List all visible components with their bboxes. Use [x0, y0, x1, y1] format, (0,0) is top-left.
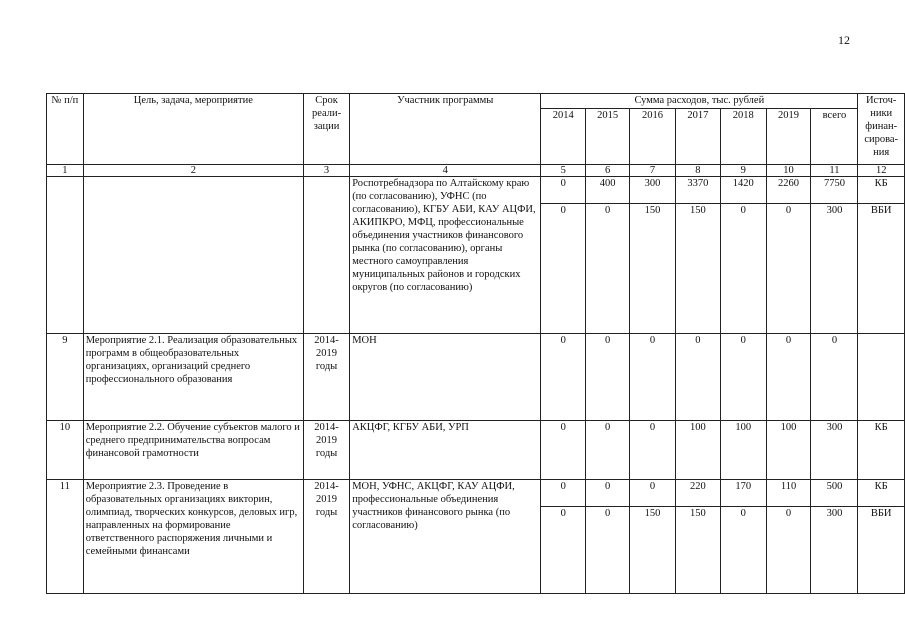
- row-number: [47, 177, 84, 334]
- expense-value: 0: [630, 334, 676, 421]
- row-term: 2014-2019 годы: [303, 334, 349, 421]
- expense-value: 150: [630, 204, 676, 334]
- expense-value: 0: [541, 177, 586, 204]
- expense-value: 0: [586, 480, 630, 507]
- funding-source: КБ: [858, 177, 905, 204]
- row-participant: МОН: [350, 334, 541, 421]
- table-row: [47, 421, 905, 480]
- expense-value: 0: [766, 334, 811, 421]
- column-number: 8: [675, 165, 720, 177]
- header-expenses: Сумма расходов, тыс. рублей: [541, 94, 858, 109]
- row-number: 10: [47, 421, 84, 480]
- funding-source: ВБИ: [858, 204, 905, 334]
- expense-value: 100: [675, 421, 720, 480]
- header-term: Срок реали-зации: [303, 94, 349, 165]
- funding-source: ВБИ: [858, 507, 905, 594]
- expense-value: 300: [811, 204, 858, 334]
- expense-value: 0: [541, 334, 586, 421]
- expense-value: 0: [720, 507, 766, 594]
- column-number: 2: [83, 165, 303, 177]
- row-goal: Мероприятие 2.1. Реализация образовательных программ в общеобразовательных организациях, организаций среднего профессионального образования: [83, 334, 303, 421]
- row-goal: Мероприятие 2.2. Обучение субъектов малого и среднего предпринимательства вопросам финансовой грамотности: [83, 421, 303, 480]
- expense-value: 0: [586, 421, 630, 480]
- expense-value: 0: [720, 204, 766, 334]
- expense-value: 2260: [766, 177, 811, 204]
- header-participant: Участник программы: [350, 94, 541, 165]
- expense-value: 0: [811, 334, 858, 421]
- column-number: 12: [858, 165, 905, 177]
- expense-value: 0: [586, 204, 630, 334]
- header-goal: Цель, задача, мероприятие: [83, 94, 303, 165]
- funding-source: КБ: [858, 480, 905, 507]
- expense-value: 0: [541, 204, 586, 334]
- expense-value: 100: [720, 421, 766, 480]
- column-number: 5: [541, 165, 586, 177]
- expense-value: 0: [630, 421, 676, 480]
- expense-value: 150: [630, 507, 676, 594]
- expense-value: 170: [720, 480, 766, 507]
- row-participant: АКЦФГ, КГБУ АБИ, УРП: [350, 421, 541, 480]
- expense-value: 0: [766, 204, 811, 334]
- expense-value: 0: [541, 480, 586, 507]
- row-goal: Мероприятие 2.3. Проведение в образовательных организациях викторин, олимпиад, творческих конкурсов, деловых игр, направленных на формирование ответственного распоряжения личными и семейными финансами: [83, 480, 303, 594]
- column-number: 1: [47, 165, 84, 177]
- expense-value: 0: [541, 421, 586, 480]
- column-number: 3: [303, 165, 349, 177]
- row-term: [303, 177, 349, 334]
- column-number: 7: [630, 165, 676, 177]
- expense-value: 300: [811, 507, 858, 594]
- column-numbers-row: [47, 165, 905, 177]
- column-number: 10: [766, 165, 811, 177]
- expense-value: 500: [811, 480, 858, 507]
- expense-value: 0: [630, 480, 676, 507]
- row-term: 2014-2019 годы: [303, 480, 349, 594]
- year-2017: 2017: [675, 109, 720, 165]
- year-2015: 2015: [586, 109, 630, 165]
- expense-value: 3370: [675, 177, 720, 204]
- row-number: 9: [47, 334, 84, 421]
- expense-value: 100: [766, 421, 811, 480]
- year-2018: 2018: [720, 109, 766, 165]
- expense-value: 400: [586, 177, 630, 204]
- column-number: 4: [350, 165, 541, 177]
- header-row: [47, 94, 905, 109]
- row-number: 11: [47, 480, 84, 594]
- column-number: 11: [811, 165, 858, 177]
- expense-value: 0: [586, 334, 630, 421]
- expense-value: 0: [720, 334, 766, 421]
- table-row: [47, 334, 905, 421]
- expense-value: 0: [586, 507, 630, 594]
- header-num: № п/п: [47, 94, 84, 165]
- expense-value: 1420: [720, 177, 766, 204]
- expense-value: 0: [541, 507, 586, 594]
- expense-value: 300: [811, 421, 858, 480]
- row-goal: [83, 177, 303, 334]
- funding-source: КБ: [858, 421, 905, 480]
- row-term: 2014-2019 годы: [303, 421, 349, 480]
- expense-value: 220: [675, 480, 720, 507]
- expense-value: 150: [675, 204, 720, 334]
- column-number: 6: [586, 165, 630, 177]
- row-participant: Роспотребнадзора по Алтайскому краю (по согласованию), УФНС (по согласованию), КГБУ АБИ, КАУ АЦФИ, АКИПКРО, МФЦ, профессиональные объединения участников финансового рынка (по согласованию), органы местного самоуправления муниципальных районов и городских округов (по согласованию): [350, 177, 541, 334]
- expense-value: 300: [630, 177, 676, 204]
- budget-table: [46, 93, 905, 594]
- year-total: всего: [811, 109, 858, 165]
- expense-value: 0: [675, 334, 720, 421]
- column-number: 9: [720, 165, 766, 177]
- header-source: Источ-ники финан-сирова-ния: [858, 94, 905, 165]
- expense-value: 7750: [811, 177, 858, 204]
- year-2016: 2016: [630, 109, 676, 165]
- funding-source: [858, 334, 905, 421]
- page-number: 12: [838, 33, 850, 47]
- table-row: [47, 480, 905, 507]
- expense-value: 150: [675, 507, 720, 594]
- year-2014: 2014: [541, 109, 586, 165]
- row-participant: МОН, УФНС, АКЦФГ, КАУ АЦФИ, профессиональные объединения участников финансового рынка (по согласованию): [350, 480, 541, 594]
- expense-value: 0: [766, 507, 811, 594]
- year-2019: 2019: [766, 109, 811, 165]
- table-row: [47, 177, 905, 204]
- expense-value: 110: [766, 480, 811, 507]
